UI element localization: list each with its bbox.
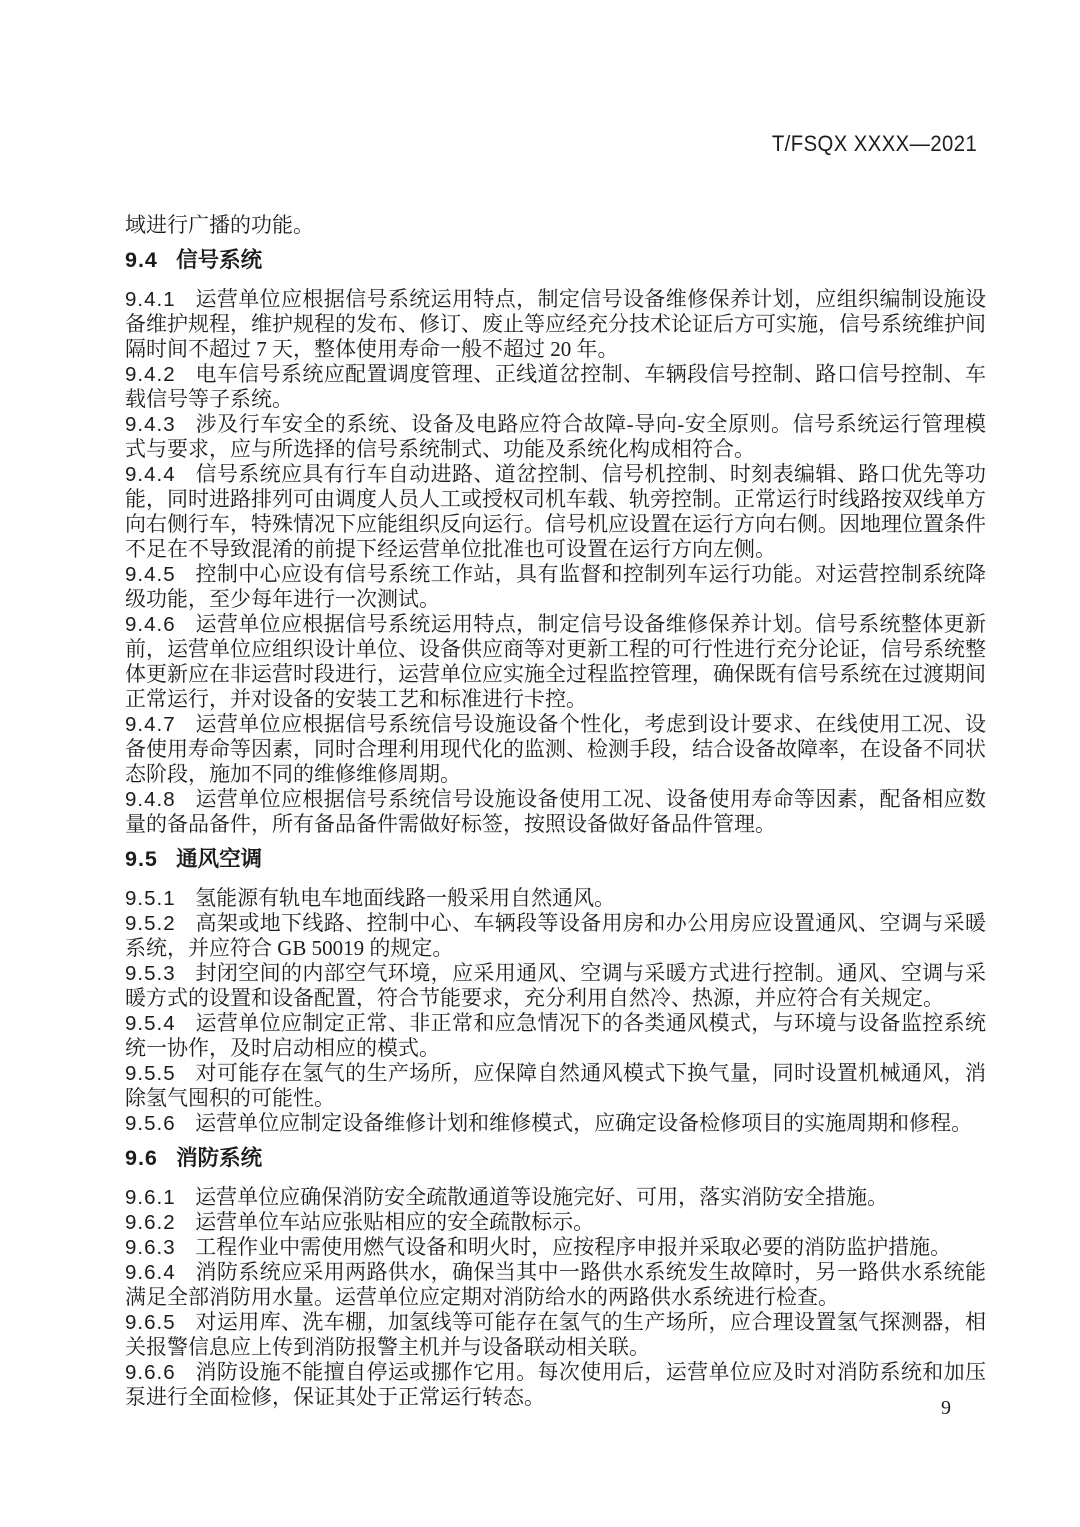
clause-text: 对运用库、洗车棚，加氢线等可能存在氢气的生产场所，应合理设置氢气探测器，相关报警信息应上传到消防报警主机并与设备联动相关联。 <box>125 1310 986 1359</box>
clause-text: 控制中心应设有信号系统工作站，具有监督和控制列车运行功能。对运营控制系统降级功能，至少每年进行一次测试。 <box>125 562 986 611</box>
clause-number: 9.4.7 <box>125 713 176 736</box>
section-heading-9-4 <box>125 247 986 273</box>
clause-text: 封闭空间的内部空气环境，应采用通风、空调与采暖方式进行控制。通风、空调与采暖方式的设置和设备配置，符合节能要求，充分利用自然冷、热源，并应符合有关规定。 <box>125 961 986 1010</box>
clause-9-5-3 <box>125 961 986 1011</box>
clause-number: 9.5.2 <box>125 912 176 935</box>
section-number: 9.5 <box>125 847 158 871</box>
clause-number: 9.6.6 <box>125 1361 176 1384</box>
clause-number: 9.4.5 <box>125 563 176 586</box>
clause-number: 9.5.5 <box>125 1062 176 1085</box>
clause-9-4-2 <box>125 362 986 412</box>
section-number: 9.6 <box>125 1146 158 1170</box>
clause-text: 运营单位应根据信号系统运用特点，制定信号设备维修保养计划，应组织编制设施设备维护规程，维护规程的发布、修订、废止等应经充分技术论证后方可实施，信号系统维护间隔时间不超过 7 天，整体使用寿命一般不超过 20 年。 <box>125 287 986 361</box>
clause-text: 运营单位车站应张贴相应的安全疏散标示。 <box>195 1210 595 1234</box>
intro-text: 域进行广播的功能。 <box>125 213 314 237</box>
clause-text: 消防设施不能擅自停运或挪作它用。每次使用后，运营单位应及时对消防系统和加压泵进行全面检修，保证其处于正常运行转态。 <box>125 1360 986 1409</box>
clause-number: 9.5.1 <box>125 887 176 910</box>
clause-number: 9.5.6 <box>125 1112 176 1135</box>
clause-9-5-5 <box>125 1061 986 1111</box>
clause-text: 工程作业中需使用燃气设备和明火时，应按程序申报并采取必要的消防监护措施。 <box>195 1235 952 1259</box>
clause-9-4-7 <box>125 712 986 787</box>
section-title: 通风空调 <box>176 847 263 871</box>
clause-9-4-1 <box>125 287 986 362</box>
clause-number: 9.4.3 <box>125 413 176 436</box>
clause-number: 9.5.3 <box>125 962 176 985</box>
clause-text: 运营单位应确保消防安全疏散通道等设施完好、可用，落实消防安全措施。 <box>195 1185 889 1209</box>
clause-9-6-4 <box>125 1260 986 1310</box>
clause-number: 9.4.8 <box>125 788 176 811</box>
clause-number: 9.4.2 <box>125 363 176 386</box>
clause-text: 对可能存在氢气的生产场所，应保障自然通风模式下换气量，同时设置机械通风，消除氢气囤积的可能性。 <box>125 1061 986 1110</box>
clause-number: 9.6.1 <box>125 1186 176 1209</box>
clause-text: 电车信号系统应配置调度管理、正线道岔控制、车辆段信号控制、路口信号控制、车载信号等子系统。 <box>125 362 986 411</box>
clause-text: 信号系统应具有行车自动进路、道岔控制、信号机控制、时刻表编辑、路口优先等功能，同时进路排列可由调度人员人工或授权司机车载、轨旁控制。正常运行时线路按双线单方向右侧行车，特殊情况下应能组织反向运行。信号机应设置在运行方向右侧。因地理位置条件不足在不导致混淆的前提下经运营单位批准也可设置在运行方向左侧。 <box>125 462 986 561</box>
clause-text: 涉及行车安全的系统、设备及电路应符合故障-导向-安全原则。信号系统运行管理模式与要求，应与所选择的信号系统制式、功能及系统化构成相符合。 <box>125 412 986 461</box>
clause-number: 9.5.4 <box>125 1012 176 1035</box>
clause-9-5-6 <box>125 1111 986 1136</box>
section-heading-9-5 <box>125 846 986 872</box>
clause-text: 高架或地下线路、控制中心、车辆段等设备用房和办公用房应设置通风、空调与采暖系统，并应符合 GB 50019 的规定。 <box>125 911 986 960</box>
document-body <box>125 213 986 1410</box>
clause-9-4-8 <box>125 787 986 837</box>
section-title: 消防系统 <box>176 1146 263 1170</box>
clause-number: 9.6.3 <box>125 1236 176 1259</box>
clause-9-6-3 <box>125 1235 986 1260</box>
clause-text: 氢能源有轨电车地面线路一般采用自然通风。 <box>195 886 616 910</box>
section-title: 信号系统 <box>176 248 263 272</box>
document-header-code: T/FSQX XXXX—2021 <box>771 131 977 156</box>
clause-text: 消防系统应采用两路供水，确保当其中一路供水系统发生故障时，另一路供水系统能满足全部消防用水量。运营单位应定期对消防给水的两路供水系统进行检查。 <box>125 1260 986 1309</box>
clause-9-6-1 <box>125 1185 986 1210</box>
section-number: 9.4 <box>125 248 158 272</box>
clause-9-5-1 <box>125 886 986 911</box>
clause-number: 9.4.1 <box>125 288 176 311</box>
clause-9-4-5 <box>125 562 986 612</box>
clause-9-5-2 <box>125 911 986 961</box>
clause-9-6-2 <box>125 1210 986 1235</box>
clause-text: 运营单位应根据信号系统信号设施设备使用工况、设备使用寿命等因素，配备相应数量的备品备件，所有备品备件需做好标签，按照设备做好备品件管理。 <box>125 787 986 836</box>
clause-9-6-6 <box>125 1360 986 1410</box>
clause-number: 9.6.4 <box>125 1261 176 1284</box>
clause-text: 运营单位应制定设备维修计划和维修模式，应确定设备检修项目的实施周期和修程。 <box>195 1111 973 1135</box>
clause-9-4-3 <box>125 412 986 462</box>
intro-paragraph <box>125 213 986 238</box>
clause-number: 9.4.4 <box>125 463 176 486</box>
clause-9-4-6 <box>125 612 986 712</box>
clause-text: 运营单位应根据信号系统信号设施设备个性化，考虑到设计要求、在线使用工况、设备使用寿命等因素，同时合理利用现代化的监测、检测手段，结合设备故障率，在设备不同状态阶段，施加不同的维修维修周期。 <box>125 712 986 786</box>
clause-text: 运营单位应根据信号系统运用特点，制定信号设备维修保养计划。信号系统整体更新前，运营单位应组织设计单位、设备供应商等对更新工程的可行性进行充分论证，信号系统整体更新应在非运营时段进行，运营单位应实施全过程监控管理，确保既有信号系统在过渡期间正常运行，并对设备的安装工艺和标准进行卡控。 <box>125 612 986 711</box>
page-number: 9 <box>941 1397 951 1419</box>
section-heading-9-6 <box>125 1145 986 1171</box>
clause-9-4-4 <box>125 462 986 562</box>
clause-9-6-5 <box>125 1310 986 1360</box>
clause-9-5-4 <box>125 1011 986 1061</box>
clause-number: 9.6.2 <box>125 1211 176 1234</box>
clause-number: 9.4.6 <box>125 613 176 636</box>
clause-text: 运营单位应制定正常、非正常和应急情况下的各类通风模式，与环境与设备监控系统统一协作，及时启动相应的模式。 <box>125 1011 986 1060</box>
clause-number: 9.6.5 <box>125 1311 176 1334</box>
